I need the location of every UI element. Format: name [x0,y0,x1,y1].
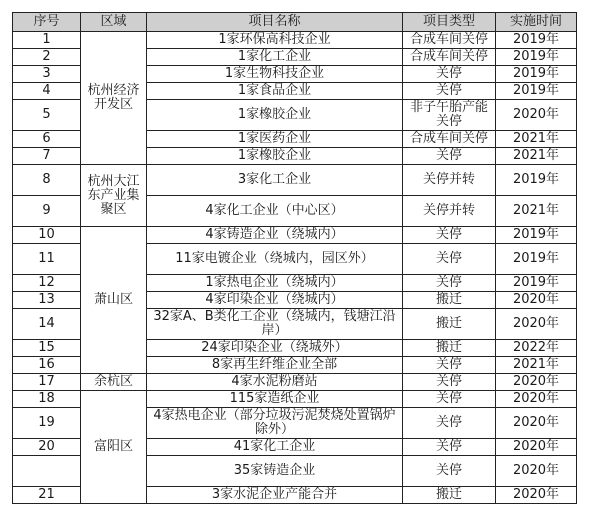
cell-type: 合成车间关停 [403,131,496,148]
project-table [12,12,577,504]
cell-no: 6 [13,131,81,148]
cell-year: 2019年 [496,32,577,49]
cell-type: 关停 [403,83,496,100]
cell-year: 2020年 [496,391,577,408]
cell-name: 24家印染企业（绕城外） [147,340,403,357]
cell-name: 3家化工企业 [147,165,403,196]
cell-area: 杭州大江东产业集聚区 [81,165,147,227]
cell-no: 11 [13,244,81,275]
cell-type: 搬迁 [403,487,496,504]
cell-name: 1家医药企业 [147,131,403,148]
cell-type: 关停并转 [403,165,496,196]
cell-no [13,456,81,487]
cell-type: 关停 [403,439,496,456]
cell-no: 2 [13,49,81,66]
cell-no: 10 [13,227,81,244]
cell-no: 17 [13,374,81,391]
cell-name: 4家化工企业（中心区） [147,196,403,227]
cell-type: 关停并转 [403,196,496,227]
header-no: 序号 [13,13,81,32]
cell-year: 2019年 [496,275,577,292]
cell-type: 关停 [403,227,496,244]
cell-name: 4家铸造企业（绕城内） [147,227,403,244]
cell-no: 14 [13,309,81,340]
cell-type: 关停 [403,244,496,275]
cell-no: 21 [13,487,81,504]
cell-year: 2020年 [496,374,577,391]
table-row [13,374,577,391]
cell-no: 16 [13,357,81,374]
cell-type: 关停 [403,275,496,292]
cell-name: 1家环保高科技企业 [147,32,403,49]
cell-year: 2021年 [496,148,577,165]
cell-year: 2020年 [496,100,577,131]
cell-year: 2019年 [496,83,577,100]
cell-type: 搬迁 [403,309,496,340]
cell-type: 关停 [403,408,496,439]
cell-name: 35家铸造企业 [147,456,403,487]
cell-type: 合成车间关停 [403,49,496,66]
cell-name: 32家A、B类化工企业（绕城内，钱塘江沿岸） [147,309,403,340]
table-row [13,227,577,244]
cell-year: 2019年 [496,244,577,275]
cell-year: 2020年 [496,456,577,487]
cell-no: 20 [13,439,81,456]
table-row [13,32,577,49]
cell-name: 1家生物科技企业 [147,66,403,83]
cell-year: 2022年 [496,340,577,357]
cell-year: 2020年 [496,439,577,456]
cell-name: 3家水泥企业产能合并 [147,487,403,504]
cell-no: 3 [13,66,81,83]
cell-year: 2021年 [496,196,577,227]
cell-type: 关停 [403,148,496,165]
cell-no: 1 [13,32,81,49]
cell-type: 关停 [403,391,496,408]
cell-type: 合成车间关停 [403,32,496,49]
cell-area: 萧山区 [81,227,147,374]
cell-type: 搬迁 [403,292,496,309]
cell-name: 4家水泥粉磨站 [147,374,403,391]
header-year: 实施时间 [496,13,577,32]
cell-no: 8 [13,165,81,196]
cell-no: 5 [13,100,81,131]
cell-type: 关停 [403,66,496,83]
cell-no: 12 [13,275,81,292]
cell-no: 9 [13,196,81,227]
cell-no: 13 [13,292,81,309]
cell-no: 18 [13,391,81,408]
cell-year: 2021年 [496,357,577,374]
cell-year: 2020年 [496,309,577,340]
cell-no: 15 [13,340,81,357]
cell-no: 19 [13,408,81,439]
cell-year: 2019年 [496,49,577,66]
header-area: 区域 [81,13,147,32]
cell-no: 7 [13,148,81,165]
header-type: 项目类型 [403,13,496,32]
cell-area: 富阳区 [81,391,147,504]
cell-name: 11家电镀企业（绕城内，园区外） [147,244,403,275]
cell-type: 关停 [403,374,496,391]
table-row [13,391,577,408]
cell-name: 41家化工企业 [147,439,403,456]
header-row [13,13,577,32]
cell-name: 4家印染企业（绕城内） [147,292,403,309]
cell-year: 2019年 [496,227,577,244]
cell-type: 关停 [403,456,496,487]
cell-year: 2020年 [496,292,577,309]
cell-name: 4家热电企业（部分垃圾污泥焚烧处置锅炉除外） [147,408,403,439]
cell-name: 1家热电企业（绕城内） [147,275,403,292]
header-name: 项目名称 [147,13,403,32]
cell-year: 2021年 [496,131,577,148]
cell-no: 4 [13,83,81,100]
cell-name: 8家再生纤维企业全部 [147,357,403,374]
table-container [12,12,576,504]
cell-name: 115家造纸企业 [147,391,403,408]
cell-area: 杭州经济开发区 [81,32,147,165]
cell-type: 非子午胎产能关停 [403,100,496,131]
cell-year: 2020年 [496,408,577,439]
cell-area: 余杭区 [81,374,147,391]
cell-name: 1家食品企业 [147,83,403,100]
cell-type: 搬迁 [403,340,496,357]
cell-year: 2019年 [496,66,577,83]
cell-type: 关停 [403,357,496,374]
cell-name: 1家橡胶企业 [147,100,403,131]
table-row [13,165,577,196]
cell-name: 1家橡胶企业 [147,148,403,165]
cell-name: 1家化工企业 [147,49,403,66]
cell-year: 2020年 [496,487,577,504]
cell-year: 2019年 [496,165,577,196]
